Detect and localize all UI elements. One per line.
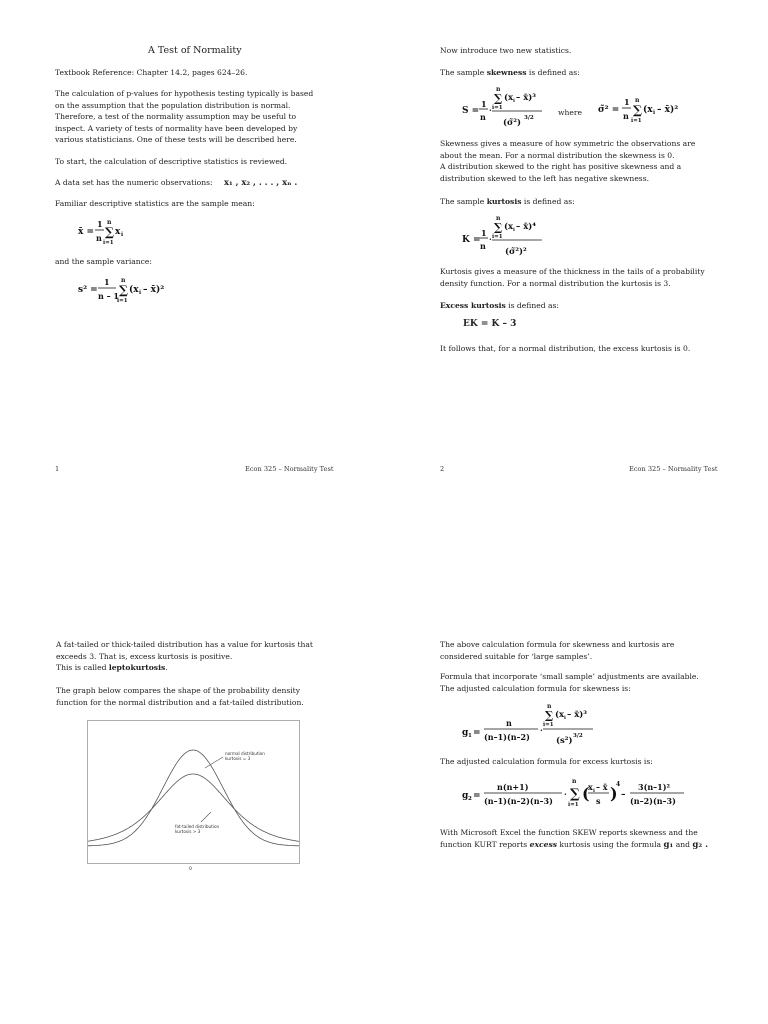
para-line: considered suitable for ‘large samples’.: [440, 651, 593, 661]
desc-line: distribution skewed to the left has negative skewness.: [440, 173, 650, 183]
intro-line: various statisticians. One of these tests will be described here.: [55, 135, 297, 145]
svg-text:i: i: [121, 232, 124, 238]
g2-symbol: g₂ .: [692, 839, 709, 850]
label: is defined as:: [505, 301, 559, 310]
svg-text:n: n: [623, 111, 629, 121]
svg-text:i=1: i=1: [631, 118, 642, 124]
kurtosis-equation: [462, 214, 557, 260]
svg-text:1: 1: [104, 277, 110, 287]
label: and: [675, 839, 690, 849]
where-text: where: [558, 108, 583, 117]
svg-text:i: i: [653, 110, 656, 116]
svg-text:∑: ∑: [494, 92, 503, 105]
svg-text:1: 1: [97, 219, 103, 229]
svg-text:(n–1)(n–2): (n–1)(n–2): [484, 732, 530, 742]
para-line: The above calculation formula for skewness and kurtosis are: [440, 640, 675, 649]
start-text: To start, the calculation of descriptive statistics is reviewed.: [55, 157, 288, 166]
page-2: [384, 0, 768, 512]
adjusted-skewness-equation: [462, 700, 602, 748]
intro-line: inspect. A variety of tests of normality have been developed by: [55, 123, 298, 133]
graph-intro: [56, 685, 304, 708]
intro-line: on the assumption that the population distribution is normal.: [55, 100, 291, 110]
keyword: excess: [529, 839, 557, 849]
label: .: [165, 663, 168, 673]
svg-text:n(n+1): n(n+1): [497, 782, 529, 792]
keyword: skewness: [486, 68, 527, 77]
svg-text:– x̄)²: – x̄)²: [143, 285, 165, 295]
svg-text:i: i: [513, 98, 515, 104]
density-comparison-chart: [87, 720, 302, 880]
svg-text:·: ·: [540, 725, 543, 735]
svg-text:4: 4: [616, 781, 621, 788]
variance-tilde-equation: [598, 95, 688, 127]
svg-text:n: n: [506, 718, 512, 728]
svg-text:1: 1: [468, 733, 472, 739]
svg-text:·: ·: [564, 789, 567, 799]
g1-symbol: g₁: [663, 839, 674, 850]
svg-text:∑: ∑: [545, 709, 554, 722]
svg-text:i: i: [564, 715, 566, 721]
svg-text:x: x: [588, 782, 593, 792]
svg-text:·: ·: [489, 105, 492, 115]
label: This is called: [56, 663, 109, 673]
svg-text:x̄ =: x̄ =: [78, 227, 95, 237]
svg-text:i: i: [513, 227, 515, 233]
svg-text:i=1: i=1: [117, 298, 128, 304]
para-line: [56, 662, 313, 674]
svg-text:1: 1: [624, 97, 630, 107]
skewness-description: [440, 138, 695, 184]
svg-text:n: n: [121, 277, 126, 284]
svg-text:n: n: [107, 219, 112, 226]
svg-text:(x: (x: [504, 93, 514, 103]
excel-paragraph: [440, 827, 708, 851]
kurtosis-description: [440, 266, 705, 289]
svg-text:g: g: [462, 728, 469, 738]
keyword: kurtosis: [486, 197, 522, 206]
footer-page-number: 2: [440, 465, 445, 473]
footer-title: Econ 325 – Normality Test: [629, 465, 718, 473]
para-line: The graph below compares the shape of the probability density: [56, 686, 301, 695]
svg-text:∑: ∑: [494, 221, 503, 234]
svg-text:·: ·: [489, 234, 492, 244]
follows-text: It follows that, for a normal distribution, the excess kurtosis is 0.: [440, 344, 691, 353]
label: The sample: [440, 68, 487, 77]
keyword: leptokurtosis: [108, 663, 166, 673]
desc-line: about the mean. For a normal distribution the skewness is 0.: [440, 150, 675, 160]
svg-text:n: n: [96, 233, 102, 243]
svg-text:n – 1: n – 1: [98, 291, 119, 301]
svg-text:– x̄: – x̄: [596, 782, 608, 792]
svg-text:∑: ∑: [105, 225, 115, 239]
svg-text:1: 1: [481, 228, 487, 238]
svg-text:K =: K =: [462, 235, 481, 245]
svg-text:1: 1: [481, 99, 487, 109]
svg-text:– x̄)⁴: – x̄)⁴: [516, 222, 537, 232]
svg-text:(s²): (s²): [556, 736, 573, 746]
svg-text:– x̄)³: – x̄)³: [516, 93, 537, 103]
svg-text:i=1: i=1: [103, 240, 114, 246]
skewness-equation: [462, 85, 557, 131]
svg-text:– x̄)²: – x̄)²: [657, 105, 679, 115]
intro-line: The calculation of p-values for hypothesis testing typically is based: [55, 89, 314, 98]
para-line: The adjusted calculation formula for skewness is:: [440, 683, 631, 693]
svg-text:i=1: i=1: [543, 722, 554, 728]
label: is defined as:: [521, 197, 575, 206]
svg-text:i=1: i=1: [492, 234, 503, 240]
excess-kurtosis-equation: EK = K – 3: [463, 319, 517, 329]
label: function KURT reports: [440, 839, 530, 849]
svg-text:g: g: [462, 791, 469, 801]
svg-text:(: (: [582, 784, 590, 803]
svg-text:=: =: [473, 728, 481, 738]
svg-text:): ): [610, 784, 618, 803]
svg-text:2: 2: [468, 796, 472, 802]
textbook-reference: Textbook Reference: Chapter 14.2, pages 624–26.: [55, 68, 248, 77]
observations: x₁ , x₂ , . . . , xₙ .: [224, 177, 298, 187]
svg-text:n: n: [547, 703, 552, 710]
svg-text:(σ̃²): (σ̃²): [503, 118, 522, 128]
fat-tailed-paragraph: [56, 639, 313, 674]
svg-text:n: n: [572, 778, 577, 785]
svg-text:∑: ∑: [119, 283, 129, 297]
svg-text:∑: ∑: [570, 787, 580, 802]
svg-text:∑: ∑: [633, 103, 643, 117]
svg-text:s: s: [596, 796, 601, 806]
intro-paragraph: [55, 88, 313, 146]
legend-normal-kurtosis: kurtosis = 3: [225, 756, 251, 761]
svg-text:n: n: [496, 86, 501, 93]
svg-text:σ̃² =: σ̃² =: [598, 105, 620, 115]
label: kurtosis using the formula: [557, 839, 662, 849]
excess-kurtosis-definition: [440, 300, 559, 312]
svg-text:n: n: [480, 241, 486, 251]
label: The sample: [440, 197, 487, 206]
svg-text:i: i: [593, 788, 595, 794]
svg-text:–: –: [621, 790, 626, 800]
sample-mean-equation: [78, 217, 148, 249]
svg-text:(x: (x: [643, 105, 653, 115]
svg-text:n: n: [635, 97, 640, 104]
para-line: function for the normal distribution and a fat-tailed distribution.: [56, 697, 304, 707]
desc-line: Skewness gives a measure of how symmetric the observations are: [440, 139, 696, 148]
svg-text:=: =: [473, 791, 481, 801]
svg-text:– x̄)³: – x̄)³: [567, 710, 588, 720]
small-sample-paragraph: [440, 671, 699, 694]
svg-text:n: n: [480, 112, 486, 122]
svg-text:x: x: [115, 227, 121, 237]
svg-text:i=1: i=1: [568, 802, 579, 808]
svg-text:(x: (x: [555, 710, 565, 720]
legend-normal-label: normal distribution: [225, 751, 265, 756]
footer-title: Econ 325 – Normality Test: [245, 465, 334, 473]
intro-line: Therefore, a test of the normality assumption may be useful to: [55, 112, 297, 122]
desc-line: Kurtosis gives a measure of the thickness in the tails of a probability: [440, 267, 705, 276]
para-line: [440, 839, 708, 852]
page-3: [0, 512, 384, 1024]
page-title: A Test of Normality: [148, 45, 242, 56]
svg-text:(x: (x: [129, 285, 139, 295]
svg-text:3(n–1)²: 3(n–1)²: [638, 782, 671, 792]
svg-text:(n–2)(n–3): (n–2)(n–3): [630, 796, 676, 806]
svg-text:S =: S =: [462, 106, 480, 116]
desc-line: density function. For a normal distribution the kurtosis is 3.: [440, 278, 671, 288]
para-line: With Microsoft Excel the function SKEW reports skewness and the: [440, 828, 698, 837]
svg-text:(x: (x: [504, 222, 514, 232]
dataset-text: A data set has the numeric observations:: [55, 178, 213, 187]
svg-text:s² =: s² =: [78, 285, 98, 295]
svg-text:i=1: i=1: [492, 105, 503, 111]
page-1: [0, 0, 384, 512]
svg-text:3/2: 3/2: [573, 733, 583, 739]
intro-text: Now introduce two new statistics.: [440, 46, 572, 55]
kurtosis-definition: [440, 196, 575, 208]
legend-fat-label: fat-tailed distribution: [175, 824, 220, 829]
keyword: Excess kurtosis: [440, 301, 506, 310]
legend-fat-kurtosis: kurtosis > 3: [175, 829, 201, 834]
para-line: Formula that incorporate ‘small sample’ adjustments are available.: [440, 672, 699, 681]
adjusted-kurtosis-text: The adjusted calculation formula for excess kurtosis is:: [440, 757, 653, 766]
svg-text:i: i: [139, 290, 142, 296]
label: is defined as:: [526, 68, 580, 77]
skewness-definition: [440, 67, 580, 79]
sample-variance-equation: [78, 275, 178, 307]
svg-text:n: n: [496, 215, 501, 222]
para-line: A fat-tailed or thick-tailed distribution has a value for kurtosis that: [56, 640, 313, 649]
page-4: [384, 512, 768, 1024]
familiar-text: Familiar descriptive statistics are the sample mean:: [55, 199, 255, 208]
variance-label: and the sample variance:: [55, 257, 152, 266]
large-sample-paragraph: [440, 639, 674, 662]
desc-line: A distribution skewed to the right has positive skewness and a: [440, 162, 682, 172]
svg-text:3/2: 3/2: [524, 115, 534, 121]
para-line: exceeds 3. That is, excess kurtosis is positive.: [56, 651, 233, 661]
svg-text:(σ̃²)²: (σ̃²)²: [505, 247, 527, 257]
adjusted-excess-kurtosis-equation: [462, 776, 692, 816]
svg-text:(n–1)(n–2)(n–3): (n–1)(n–2)(n–3): [484, 796, 553, 806]
footer-page-number: 1: [55, 465, 60, 473]
x-axis-tick-zero: 0: [189, 867, 192, 872]
